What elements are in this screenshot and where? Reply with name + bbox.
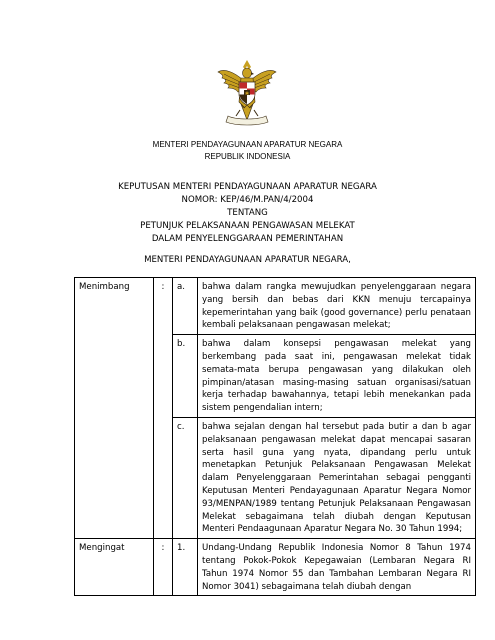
item-text: Undang-Undang Republik Indonesia Nomor 8 Tahun 1974 tentang Pokok-Pokok Kepegawaian (Lembaran Negara RI Tahun 1974 Nomor 55 dan Tambahan Lembaran Negara RI Nomor 3041) sebagaimana telah diubah dengan (198, 539, 476, 596)
table-row (75, 278, 476, 335)
header-ministry-name: MENTERI PENDAYAGUNAAN APARATUR NEGARA (152, 140, 343, 149)
menimbang-label: Menimbang (75, 278, 154, 539)
decree-subject-line1: PETUNJUK PELAKSANAAN PENGAWASAN MELEKAT (140, 221, 355, 231)
menimbang-colon: : (154, 278, 173, 539)
decree-number: NOMOR: KEP/46/M.PAN/4/2004 (181, 195, 314, 205)
item-number: 1. (173, 539, 198, 596)
item-text: bahwa sejalan dengan hal tersebut pada butir a dan b agar pelaksanaan pengawasan melekat dapat mencapai sasaran serta hasil guna yang nyata, dipandang perlu untuk menetapkan Petunjuk Pelaksanaan Pengawasan Melekat dalam Penyelenggaraan Pemerintahan sebagai pengganti Keputusan Menteri Pendayagunaan Aparatur Negara Nomor 93/MENPAN/1989 tentang Petunjuk Pelaksanaan Pengawasan Melekat sebagaimana telah diubah dengan Keputusan Menteri Pendaagunaan Aparatur Negara No. 30 Tahun 1994; (198, 417, 476, 538)
decree-issuer: MENTERI PENDAYAGUNAAN APARATUR NEGARA, (144, 255, 351, 265)
decree-tentang: TENTANG (227, 208, 268, 218)
garuda-emblem-icon (216, 58, 278, 128)
header-country-name: REPUBLIK INDONESIA (204, 152, 291, 161)
item-text: bahwa dalam konsepsi pengawasan melekat yang berkembang pada saat ini, pengawasan melekat tidak semata-mata berupa pengawasan yang dilakukan oleh pimpinan/atasan masing-masing satuan organisasi/satuan kerja terhadap bawahannya, tetapi lebih menekankan pada sistem pengendalian intern; (198, 335, 476, 418)
considerations-table (74, 277, 476, 596)
item-text: bahwa dalam rangka mewujudkan penyelenggaraan negara yang bersih dan bebas dari KKN menuju tercapainya kepemerintahan yang baik (good governance) perlu penataan kembali pelaksanaan pengawasan melekat; (198, 278, 476, 335)
item-number: c. (173, 417, 198, 538)
mengingat-label: Mengingat (75, 539, 154, 596)
mengingat-colon: : (154, 539, 173, 596)
table-row (75, 539, 476, 596)
decree-title: KEPUTUSAN MENTERI PENDAYAGUNAAN APARATUR NEGARA (118, 182, 377, 192)
decree-subject-line2: DALAM PENYELENGGARAAN PEMERINTAHAN (151, 234, 344, 244)
item-number: a. (173, 278, 198, 335)
item-number: b. (173, 335, 198, 418)
